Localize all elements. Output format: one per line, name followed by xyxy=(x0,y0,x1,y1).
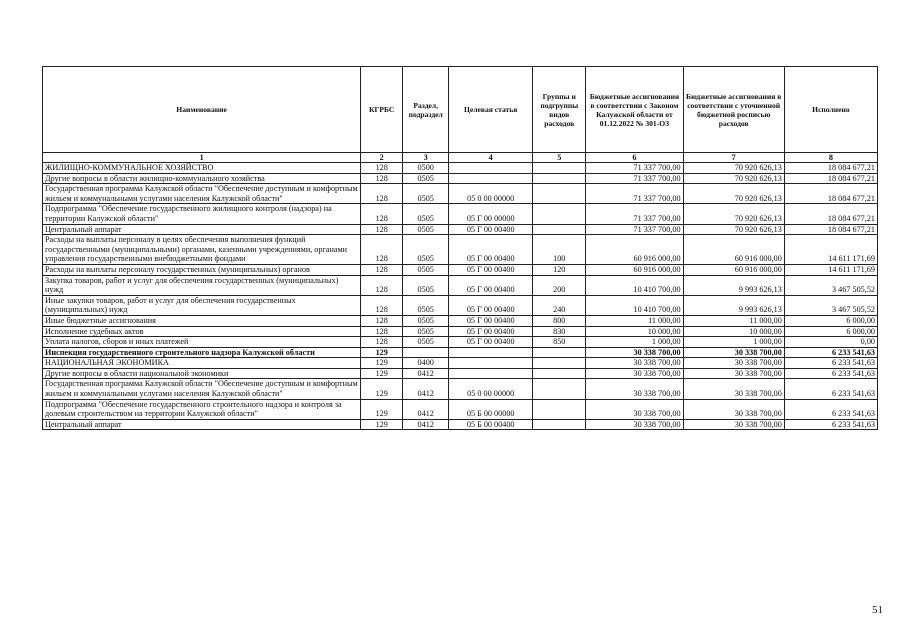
cell-kgrbs: 129 xyxy=(361,379,403,399)
page-number: 51 xyxy=(872,604,883,616)
cell-executed-amount: 6 000,00 xyxy=(784,315,877,326)
cell-refined-amount: 70 920 626,13 xyxy=(683,184,784,204)
cell-target: 05 Г 00 00400 xyxy=(449,326,533,337)
cell-executed-amount: 18 084 677,21 xyxy=(784,173,877,184)
cell-law-amount: 71 337 700,00 xyxy=(586,173,683,184)
cell-section: 0505 xyxy=(403,184,449,204)
cell-group xyxy=(533,347,586,358)
cell-executed-amount: 18 084 677,21 xyxy=(784,184,877,204)
cell-name: Иные закупки товаров, работ и услуг для обеспечения государственных (муниципальных) нужд xyxy=(43,295,361,315)
cell-law-amount: 30 338 700,00 xyxy=(586,368,683,379)
cell-target: 05 Г 00 00400 xyxy=(449,264,533,275)
table-row xyxy=(43,419,878,430)
cell-kgrbs: 128 xyxy=(361,204,403,224)
cell-executed-amount: 6 233 541,63 xyxy=(784,419,877,430)
cell-refined-amount: 1 000,00 xyxy=(683,337,784,348)
cell-refined-amount: 70 920 626,13 xyxy=(683,224,784,235)
cell-refined-amount: 30 338 700,00 xyxy=(683,347,784,358)
cell-refined-amount: 30 338 700,00 xyxy=(683,419,784,430)
cell-kgrbs: 128 xyxy=(361,224,403,235)
budget-execution-table xyxy=(42,66,878,430)
cell-section: 0505 xyxy=(403,315,449,326)
table-row xyxy=(43,326,878,337)
cell-name: Государственная программа Калужской области "Обеспечение доступным и комфортным жильем и коммунальными услугами населения Калужской области" xyxy=(43,184,361,204)
cell-executed-amount: 3 467 505,52 xyxy=(784,275,877,295)
cell-executed-amount: 0,00 xyxy=(784,337,877,348)
cell-law-amount: 10 410 700,00 xyxy=(586,275,683,295)
cell-kgrbs: 128 xyxy=(361,173,403,184)
cell-executed-amount: 6 233 541,63 xyxy=(784,347,877,358)
cell-name: Центральный аппарат xyxy=(43,419,361,430)
cell-section: 0505 xyxy=(403,326,449,337)
cell-target: 05 Г 00 00400 xyxy=(449,315,533,326)
cell-law-amount: 71 337 700,00 xyxy=(586,163,683,174)
cell-section: 0412 xyxy=(403,399,449,419)
cell-executed-amount: 6 233 541,63 xyxy=(784,368,877,379)
table-row xyxy=(43,275,878,295)
cell-law-amount: 71 337 700,00 xyxy=(586,204,683,224)
cell-section: 0412 xyxy=(403,368,449,379)
table-row xyxy=(43,295,878,315)
cell-section: 0505 xyxy=(403,224,449,235)
cell-group xyxy=(533,224,586,235)
cell-law-amount: 71 337 700,00 xyxy=(586,224,683,235)
cell-law-amount: 71 337 700,00 xyxy=(586,184,683,204)
cell-kgrbs: 129 xyxy=(361,358,403,369)
cell-executed-amount: 6 233 541,63 xyxy=(784,399,877,419)
cell-name: Инспекция государственного строительного надзора Калужской области xyxy=(43,347,361,358)
cell-law-amount: 60 916 000,00 xyxy=(586,235,683,265)
table-row xyxy=(43,173,878,184)
cell-kgrbs: 128 xyxy=(361,337,403,348)
cell-name: Другие вопросы в области жилищно-коммунального хозяйства xyxy=(43,173,361,184)
cell-refined-amount: 30 338 700,00 xyxy=(683,358,784,369)
table-row xyxy=(43,358,878,369)
cell-target: 05 Г 00 00400 xyxy=(449,295,533,315)
cell-executed-amount: 18 084 677,21 xyxy=(784,163,877,174)
cell-group: 800 xyxy=(533,315,586,326)
table-row xyxy=(43,379,878,399)
cell-group xyxy=(533,419,586,430)
cell-kgrbs: 129 xyxy=(361,368,403,379)
cell-section xyxy=(403,347,449,358)
table-row xyxy=(43,347,878,358)
cell-kgrbs: 128 xyxy=(361,315,403,326)
cell-name: Расходы на выплаты персоналу в целях обеспечения выполнения функций государственными (муниципальными) органами, казенными учреждениями, органами управления государственными внебюджетными фондами xyxy=(43,235,361,265)
header-kgrbs: КГРБС xyxy=(361,67,403,153)
cell-target: 05 Б 00 00000 xyxy=(449,399,533,419)
cell-executed-amount: 18 084 677,21 xyxy=(784,204,877,224)
cell-executed-amount: 14 611 171,69 xyxy=(784,235,877,265)
cell-refined-amount: 30 338 700,00 xyxy=(683,399,784,419)
table-row xyxy=(43,184,878,204)
cell-group: 830 xyxy=(533,326,586,337)
cell-group: 850 xyxy=(533,337,586,348)
cell-refined-amount: 30 338 700,00 xyxy=(683,368,784,379)
cell-section: 0412 xyxy=(403,379,449,399)
table-row xyxy=(43,235,878,265)
column-number-row xyxy=(43,153,878,163)
header-name: Наименование xyxy=(43,67,361,153)
cell-section: 0505 xyxy=(403,204,449,224)
cell-name: Подпрограмма "Обеспечение государственного строительного надзора и контроля за долевым строительством на территории Калужской области" xyxy=(43,399,361,419)
cell-target: 05 0 00 00000 xyxy=(449,184,533,204)
cell-section: 0505 xyxy=(403,337,449,348)
cell-executed-amount: 6 000,00 xyxy=(784,326,877,337)
cell-target: 05 Г 00 00000 xyxy=(449,204,533,224)
cell-law-amount: 10 000,00 xyxy=(586,326,683,337)
cell-name: Иные бюджетные ассигнования xyxy=(43,315,361,326)
cell-name: НАЦИОНАЛЬНАЯ ЭКОНОМИКА xyxy=(43,358,361,369)
cell-name: Подпрограмма "Обеспечение государственного жилищного контроля (надзора) на территории Калужской области" xyxy=(43,204,361,224)
cell-kgrbs: 128 xyxy=(361,326,403,337)
cell-executed-amount: 3 467 505,52 xyxy=(784,295,877,315)
cell-law-amount: 30 338 700,00 xyxy=(586,399,683,419)
cell-law-amount: 30 338 700,00 xyxy=(586,347,683,358)
cell-target: 05 Б 00 00400 xyxy=(449,419,533,430)
table-row xyxy=(43,399,878,419)
cell-section: 0505 xyxy=(403,173,449,184)
cell-group: 240 xyxy=(533,295,586,315)
cell-law-amount: 1 000,00 xyxy=(586,337,683,348)
table-row xyxy=(43,337,878,348)
cell-target xyxy=(449,368,533,379)
cell-name: Уплата налогов, сборов и иных платежей xyxy=(43,337,361,348)
cell-executed-amount: 14 611 171,69 xyxy=(784,264,877,275)
cell-refined-amount: 70 920 626,13 xyxy=(683,173,784,184)
header-row xyxy=(43,67,878,153)
cell-target xyxy=(449,347,533,358)
column-number: 3 xyxy=(403,153,449,163)
cell-kgrbs: 128 xyxy=(361,275,403,295)
cell-law-amount: 60 916 000,00 xyxy=(586,264,683,275)
cell-target: 05 Г 00 00400 xyxy=(449,275,533,295)
cell-group xyxy=(533,358,586,369)
cell-group xyxy=(533,379,586,399)
table-row xyxy=(43,264,878,275)
column-number: 6 xyxy=(586,153,683,163)
cell-target xyxy=(449,358,533,369)
column-number: 5 xyxy=(533,153,586,163)
cell-kgrbs: 128 xyxy=(361,264,403,275)
table-row xyxy=(43,368,878,379)
header-refined: Бюджетные ассигнования в соответствии с уточненной бюджетной росписью расходов xyxy=(683,67,784,153)
table-body xyxy=(43,163,878,430)
cell-target xyxy=(449,163,533,174)
cell-executed-amount: 6 233 541,63 xyxy=(784,379,877,399)
cell-group xyxy=(533,173,586,184)
cell-law-amount: 10 410 700,00 xyxy=(586,295,683,315)
cell-name: Закупка товаров, работ и услуг для обеспечения государственных (муниципальных) нужд xyxy=(43,275,361,295)
cell-group xyxy=(533,163,586,174)
table-row xyxy=(43,315,878,326)
cell-group xyxy=(533,368,586,379)
table-row xyxy=(43,163,878,174)
column-number: 8 xyxy=(784,153,877,163)
cell-section: 0505 xyxy=(403,275,449,295)
cell-target: 05 Г 00 00400 xyxy=(449,337,533,348)
cell-section: 0505 xyxy=(403,264,449,275)
cell-section: 0505 xyxy=(403,295,449,315)
cell-group: 200 xyxy=(533,275,586,295)
cell-name: Государственная программа Калужской области "Обеспечение доступным и комфортным жильем и коммунальными услугами населения Калужской области" xyxy=(43,379,361,399)
cell-target xyxy=(449,173,533,184)
cell-kgrbs: 128 xyxy=(361,235,403,265)
cell-law-amount: 30 338 700,00 xyxy=(586,358,683,369)
header-law: Бюджетные ассигнования в соответствии с Законом Калужской области от 01.12.2022 № 301-ОЗ xyxy=(586,67,683,153)
cell-kgrbs: 129 xyxy=(361,419,403,430)
cell-law-amount: 30 338 700,00 xyxy=(586,379,683,399)
header-section: Раздел, подраздел xyxy=(403,67,449,153)
cell-section: 0505 xyxy=(403,235,449,265)
cell-executed-amount: 6 233 541,63 xyxy=(784,358,877,369)
table-row xyxy=(43,224,878,235)
cell-refined-amount: 60 916 000,00 xyxy=(683,235,784,265)
cell-name: Расходы на выплаты персоналу государственных (муниципальных) органов xyxy=(43,264,361,275)
cell-kgrbs: 129 xyxy=(361,347,403,358)
header-target: Целевая статья xyxy=(449,67,533,153)
cell-group: 100 xyxy=(533,235,586,265)
column-number: 7 xyxy=(683,153,784,163)
cell-refined-amount: 70 920 626,13 xyxy=(683,204,784,224)
cell-refined-amount: 30 338 700,00 xyxy=(683,379,784,399)
cell-target: 05 Г 00 00400 xyxy=(449,235,533,265)
cell-target: 05 Г 00 00400 xyxy=(449,224,533,235)
cell-group: 120 xyxy=(533,264,586,275)
header-groups: Группы и подгруппы видов расходов xyxy=(533,67,586,153)
column-number: 2 xyxy=(361,153,403,163)
cell-group xyxy=(533,399,586,419)
cell-refined-amount: 10 000,00 xyxy=(683,326,784,337)
cell-executed-amount: 18 084 677,21 xyxy=(784,224,877,235)
cell-law-amount: 11 000,00 xyxy=(586,315,683,326)
cell-kgrbs: 129 xyxy=(361,399,403,419)
cell-kgrbs: 128 xyxy=(361,163,403,174)
cell-refined-amount: 11 000,00 xyxy=(683,315,784,326)
cell-section: 0500 xyxy=(403,163,449,174)
cell-refined-amount: 60 916 000,00 xyxy=(683,264,784,275)
cell-name: Центральный аппарат xyxy=(43,224,361,235)
cell-refined-amount: 9 993 626,13 xyxy=(683,275,784,295)
cell-section: 0400 xyxy=(403,358,449,369)
cell-refined-amount: 70 920 626,13 xyxy=(683,163,784,174)
column-number: 1 xyxy=(43,153,361,163)
cell-name: Другие вопросы в области национальной экономики xyxy=(43,368,361,379)
column-number: 4 xyxy=(449,153,533,163)
table-row xyxy=(43,204,878,224)
cell-kgrbs: 128 xyxy=(361,295,403,315)
cell-group xyxy=(533,184,586,204)
cell-target: 05 0 00 00000 xyxy=(449,379,533,399)
cell-name: Исполнение судебных актов xyxy=(43,326,361,337)
cell-law-amount: 30 338 700,00 xyxy=(586,419,683,430)
cell-group xyxy=(533,204,586,224)
cell-refined-amount: 9 993 626,13 xyxy=(683,295,784,315)
cell-section: 0412 xyxy=(403,419,449,430)
cell-kgrbs: 128 xyxy=(361,184,403,204)
cell-name: ЖИЛИЩНО-КОММУНАЛЬНОЕ ХОЗЯЙСТВО xyxy=(43,163,361,174)
header-executed: Исполнено xyxy=(784,67,877,153)
